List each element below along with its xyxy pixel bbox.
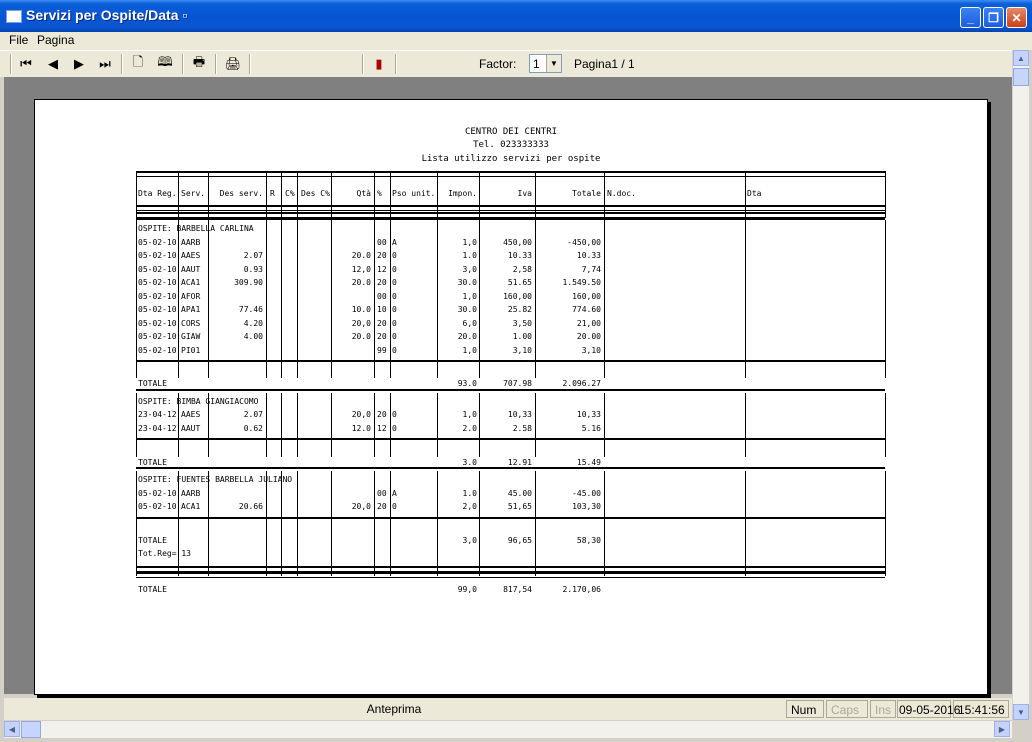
double-rule [136, 171, 885, 177]
total-iva: 707.98 [503, 379, 532, 389]
exit-door-icon[interactable]: ▮ [375, 56, 383, 71]
horizontal-scroll-thumb[interactable] [21, 721, 41, 738]
table-cell: 7,74 [581, 264, 601, 274]
table-cell: 0 [392, 318, 397, 328]
table-cell: 10 [377, 305, 387, 314]
table-cell: 12 [377, 264, 387, 274]
column-divider [136, 220, 137, 378]
column-divider [604, 171, 605, 218]
column-divider [885, 220, 886, 378]
column-divider [178, 171, 179, 218]
column-divider [266, 393, 267, 457]
column-divider [331, 171, 332, 218]
total-impon: 3.0 [462, 457, 477, 467]
double-rule [136, 572, 885, 578]
column-divider [745, 220, 746, 378]
column-divider [479, 171, 480, 218]
grand-total-impon: 99,0 [457, 585, 477, 595]
table-cell: 309.90 [234, 278, 263, 287]
factor-value: 1 [533, 57, 540, 71]
table-cell: 20 [377, 318, 387, 328]
column-divider [745, 171, 746, 218]
table-cell: 4.20 [243, 318, 263, 328]
column-divider [136, 393, 137, 457]
status-text: Anteprima [366, 702, 422, 716]
table-cell: 77.46 [238, 305, 263, 314]
table-cell: 99 [377, 345, 387, 355]
column-divider [535, 171, 536, 218]
two-pages-icon[interactable]: 🕮 [157, 54, 173, 69]
table-cell: 05-02-10 [138, 305, 177, 314]
toolbar-separator [10, 54, 12, 74]
single-rule [136, 360, 885, 362]
report-company: CENTRO DEI CENTRI [464, 127, 558, 137]
table-cell: 51,65 [507, 502, 532, 511]
table-cell: 20.0 [351, 278, 371, 287]
table-cell: 0 [392, 502, 397, 511]
total-totale: 15.49 [576, 457, 601, 467]
table-cell: 00 [377, 488, 387, 498]
table-cell: -45.00 [572, 488, 601, 498]
column-divider [136, 471, 137, 576]
column-header: Dta [747, 189, 762, 198]
column-divider [745, 471, 746, 576]
column-divider [374, 393, 375, 457]
close-icon: ✕ [1011, 10, 1022, 25]
column-header: Iva [517, 189, 532, 198]
table-cell: 1,0 [462, 345, 477, 355]
vertical-scrollbar[interactable] [1012, 50, 1029, 720]
restore-icon: ❐ [988, 10, 999, 25]
table-cell: 20 [377, 332, 387, 341]
total-label: TOTALE [138, 379, 167, 389]
single-rule [136, 517, 885, 519]
column-divider [437, 471, 438, 576]
column-divider [479, 220, 480, 378]
total-iva: 12.91 [507, 457, 532, 467]
table-cell: 1.549.50 [562, 278, 601, 287]
table-cell: 20 [377, 410, 387, 420]
column-divider [281, 220, 282, 378]
column-divider [535, 471, 536, 576]
total-totale: 58,30 [576, 535, 601, 545]
menu-bar [0, 32, 1032, 50]
single-rule [136, 218, 885, 220]
column-header: R [270, 189, 275, 198]
table-cell: GIAW [181, 332, 201, 341]
column-divider [437, 220, 438, 378]
table-cell: 3,10 [512, 345, 532, 355]
table-cell: 05-02-10 [138, 332, 177, 341]
column-divider [604, 471, 605, 576]
table-cell: 20,0 [351, 410, 371, 420]
table-cell: 0 [392, 305, 397, 314]
table-cell: 0.62 [243, 423, 263, 433]
table-cell: 4.00 [243, 332, 263, 341]
table-cell: 12 [377, 423, 387, 433]
table-cell: 2.58 [512, 423, 532, 433]
table-cell: 0 [392, 264, 397, 274]
table-cell: 10.0 [351, 305, 371, 314]
table-cell: 0.93 [243, 264, 263, 274]
table-cell: 20.66 [238, 502, 263, 511]
window-title: Servizi per Ospite/Data ▫ [26, 7, 188, 23]
scroll-up-icon[interactable]: ▲ [1013, 50, 1029, 66]
table-cell: 0 [392, 410, 397, 420]
table-cell: AAES [181, 251, 201, 260]
status-bar [4, 698, 1012, 720]
table-cell: APA1 [181, 305, 201, 314]
column-divider [178, 220, 179, 378]
table-cell: 1,0 [462, 291, 477, 301]
table-cell: CORS [181, 318, 201, 328]
minimize-icon: _ [967, 10, 974, 25]
table-cell: 12.0 [351, 423, 371, 433]
column-divider [178, 471, 179, 576]
column-divider [535, 393, 536, 457]
grand-total-totale: 2.170,06 [562, 585, 601, 595]
table-cell: AFOR [181, 291, 201, 301]
column-divider [390, 393, 391, 457]
table-cell: ACA1 [181, 278, 201, 287]
table-cell: 1.0 [462, 251, 477, 260]
toolbar-separator [362, 54, 364, 74]
restore-button[interactable] [983, 7, 1004, 28]
table-cell: 103,30 [572, 502, 601, 511]
total-label: TOTALE [138, 457, 167, 467]
group-title: OSPITE: BARBELLA CARLINA [138, 224, 254, 233]
table-cell: A [392, 488, 397, 498]
column-header: Pso unit. [392, 189, 436, 198]
total-totale: 2.096.27 [562, 379, 601, 389]
table-cell: 51.65 [507, 278, 532, 287]
column-header: Des serv. [219, 189, 263, 198]
scroll-right-icon[interactable]: ▶ [994, 721, 1010, 737]
column-divider [604, 393, 605, 457]
column-divider [885, 471, 886, 576]
column-divider [604, 220, 605, 378]
prev-page-icon[interactable]: ◀ [48, 56, 58, 71]
column-divider [479, 393, 480, 457]
table-cell: 23-04-12 [138, 410, 177, 420]
table-cell: 10,33 [507, 410, 532, 420]
table-cell: 05-02-10 [138, 291, 177, 301]
table-cell: 450,00 [503, 237, 532, 247]
column-divider [437, 171, 438, 218]
toolbar-separator [395, 54, 397, 74]
column-divider [885, 393, 886, 457]
chevron-down-icon[interactable]: ▼ [546, 55, 561, 72]
table-cell: AAUT [181, 264, 201, 274]
table-cell: ACA1 [181, 502, 201, 511]
report-page [34, 99, 988, 695]
total-iva: 96,65 [507, 535, 532, 545]
total-impon: 93.0 [457, 379, 477, 389]
table-cell: 5.16 [581, 423, 601, 433]
table-cell: 1,0 [462, 410, 477, 420]
table-cell: 6,0 [462, 318, 477, 328]
factor-select[interactable] [529, 54, 562, 73]
column-divider [266, 471, 267, 576]
table-cell: 12,0 [351, 264, 371, 274]
table-cell: 05-02-10 [138, 318, 177, 328]
column-divider [281, 471, 282, 576]
table-cell: 0 [392, 345, 397, 355]
table-cell: 05-02-10 [138, 502, 177, 511]
table-cell: 2.07 [243, 251, 263, 260]
table-cell: -450,00 [567, 237, 601, 247]
toolbar-separator [215, 54, 217, 74]
table-cell: 10.33 [576, 251, 601, 260]
column-divider [390, 220, 391, 378]
table-cell: 05-02-10 [138, 345, 177, 355]
column-header: C% [285, 189, 295, 198]
preview-canvas[interactable] [4, 77, 1012, 694]
title-bar [0, 0, 1032, 32]
column-divider [297, 171, 298, 218]
table-cell: 05-02-10 [138, 488, 177, 498]
table-cell: PI01 [181, 345, 201, 355]
column-divider [266, 220, 267, 378]
status-num: Num [786, 700, 824, 718]
horizontal-scrollbar[interactable] [4, 721, 1012, 738]
column-divider [885, 171, 886, 218]
last-page-icon[interactable]: ⏭ [99, 56, 111, 71]
column-divider [374, 471, 375, 576]
column-header: Serv. [181, 189, 206, 198]
column-divider [281, 171, 282, 218]
group-title: OSPITE: FUENTES BARBELLA JULIANO [138, 475, 293, 484]
report-phone: Tel. 023333333 [473, 140, 549, 150]
column-divider [535, 220, 536, 378]
column-divider [331, 220, 332, 378]
table-cell: 3,0 [462, 264, 477, 274]
table-cell: 2.0 [462, 423, 477, 433]
table-cell: 05-02-10 [138, 264, 177, 274]
double-rule [136, 205, 885, 211]
print-icon[interactable]: 🖶 [192, 54, 206, 69]
table-cell: 00 [377, 237, 387, 247]
status-date: 09-05-2016 [897, 700, 951, 718]
table-cell: 20 [377, 251, 387, 260]
scroll-down-icon[interactable]: ▼ [1013, 704, 1029, 720]
column-divider [208, 171, 209, 218]
column-divider [297, 393, 298, 457]
table-cell: AAES [181, 410, 201, 420]
table-cell: 21,00 [576, 318, 601, 328]
table-cell: 774.60 [572, 305, 601, 314]
menu-pagina[interactable]: Pagina [37, 33, 75, 47]
single-page-icon[interactable]: 🗋 [132, 54, 144, 69]
vertical-scroll-thumb[interactable] [1013, 68, 1029, 86]
table-cell: 1.0 [462, 488, 477, 498]
table-cell: 05-02-10 [138, 237, 177, 247]
column-divider [297, 220, 298, 378]
table-cell: 45.00 [507, 488, 532, 498]
column-divider [208, 393, 209, 457]
column-header: N.doc. [607, 189, 636, 198]
toolbar-separator [249, 54, 251, 74]
column-header: Impon. [448, 189, 477, 198]
table-cell: A [392, 237, 397, 247]
column-divider [331, 471, 332, 576]
minimize-button[interactable] [960, 7, 981, 28]
column-divider [374, 171, 375, 218]
column-divider [266, 171, 267, 218]
close-button[interactable] [1006, 7, 1027, 28]
column-divider [331, 393, 332, 457]
table-cell: 2.07 [243, 410, 263, 420]
table-cell: 160,00 [503, 291, 532, 301]
table-cell: 10,33 [576, 410, 601, 420]
column-header: Dta Reg. [138, 189, 177, 198]
next-page-icon[interactable]: ▶ [74, 56, 84, 71]
export-icon[interactable]: 🖨 [224, 56, 242, 71]
table-cell: AARB [181, 237, 201, 247]
status-time: 15:41:56 [953, 700, 1009, 718]
table-cell: AARB [181, 488, 201, 498]
menu-file[interactable]: File [9, 33, 29, 47]
total-label: TOTALE [138, 535, 167, 545]
column-divider [136, 171, 137, 218]
record-count: Tot.Reg= 13 [138, 549, 191, 559]
table-cell: AAUT [181, 423, 201, 433]
column-divider [297, 471, 298, 576]
column-header: % [377, 189, 382, 198]
grand-total-label: TOTALE [138, 585, 167, 595]
column-divider [745, 393, 746, 457]
toolbar [0, 50, 1012, 77]
table-cell: 0 [392, 423, 397, 433]
table-cell: 0 [392, 332, 397, 341]
scroll-left-icon[interactable]: ◀ [4, 721, 20, 737]
report-title: Lista utilizzo servizi per ospite [421, 154, 601, 164]
table-cell: 25.82 [507, 305, 532, 314]
total-impon: 3,0 [462, 535, 477, 545]
column-header: Qtà [356, 189, 371, 198]
column-divider [390, 171, 391, 218]
group-title: OSPITE: BIMBA GIANGIACOMO [138, 396, 259, 406]
table-cell: 0 [392, 251, 397, 260]
table-cell: 0 [392, 278, 397, 287]
table-cell: 1.00 [512, 332, 532, 341]
column-divider [390, 471, 391, 576]
table-cell: 10.33 [507, 251, 532, 260]
table-cell: 160,00 [572, 291, 601, 301]
column-divider [479, 471, 480, 576]
column-header: Totale [572, 189, 601, 198]
table-cell: 20,0 [351, 502, 371, 511]
table-cell: 20,0 [351, 318, 371, 328]
column-divider [178, 393, 179, 457]
table-cell: 2,58 [512, 264, 532, 274]
table-cell: 3,10 [581, 345, 601, 355]
table-cell: 20.00 [576, 332, 601, 341]
column-divider [281, 393, 282, 457]
table-cell: 20.0 [351, 251, 371, 260]
single-rule [136, 438, 885, 440]
window-icon [6, 10, 22, 23]
toolbar-separator [182, 54, 184, 74]
column-divider [437, 393, 438, 457]
table-cell: 05-02-10 [138, 251, 177, 260]
page-indicator: Pagina1 / 1 [574, 57, 635, 71]
table-cell: 3,50 [512, 318, 532, 328]
table-cell: 20.0 [351, 332, 371, 341]
status-caps: Caps [826, 700, 868, 718]
table-cell: 23-04-12 [138, 423, 177, 433]
grand-total-iva: 817,54 [503, 585, 532, 595]
column-divider [208, 220, 209, 378]
factor-label: Factor: [479, 57, 517, 71]
table-cell: 30.0 [457, 305, 477, 314]
table-cell: 00 [377, 291, 387, 301]
table-cell: 20 [377, 278, 387, 287]
table-cell: 2,0 [462, 502, 477, 511]
single-rule [136, 467, 885, 469]
table-cell: 30.0 [457, 278, 477, 287]
column-divider [208, 471, 209, 576]
table-cell: 0 [392, 291, 397, 301]
table-cell: 05-02-10 [138, 278, 177, 287]
first-page-icon[interactable]: ⏮ [20, 56, 32, 71]
status-ins: Ins [870, 700, 896, 718]
toolbar-separator [121, 54, 123, 74]
column-divider [374, 220, 375, 378]
table-cell: 20 [377, 502, 387, 511]
table-cell: 20.0 [457, 332, 477, 341]
single-rule [136, 389, 885, 391]
column-header: Des C% [301, 189, 330, 198]
table-cell: 1,0 [462, 237, 477, 247]
